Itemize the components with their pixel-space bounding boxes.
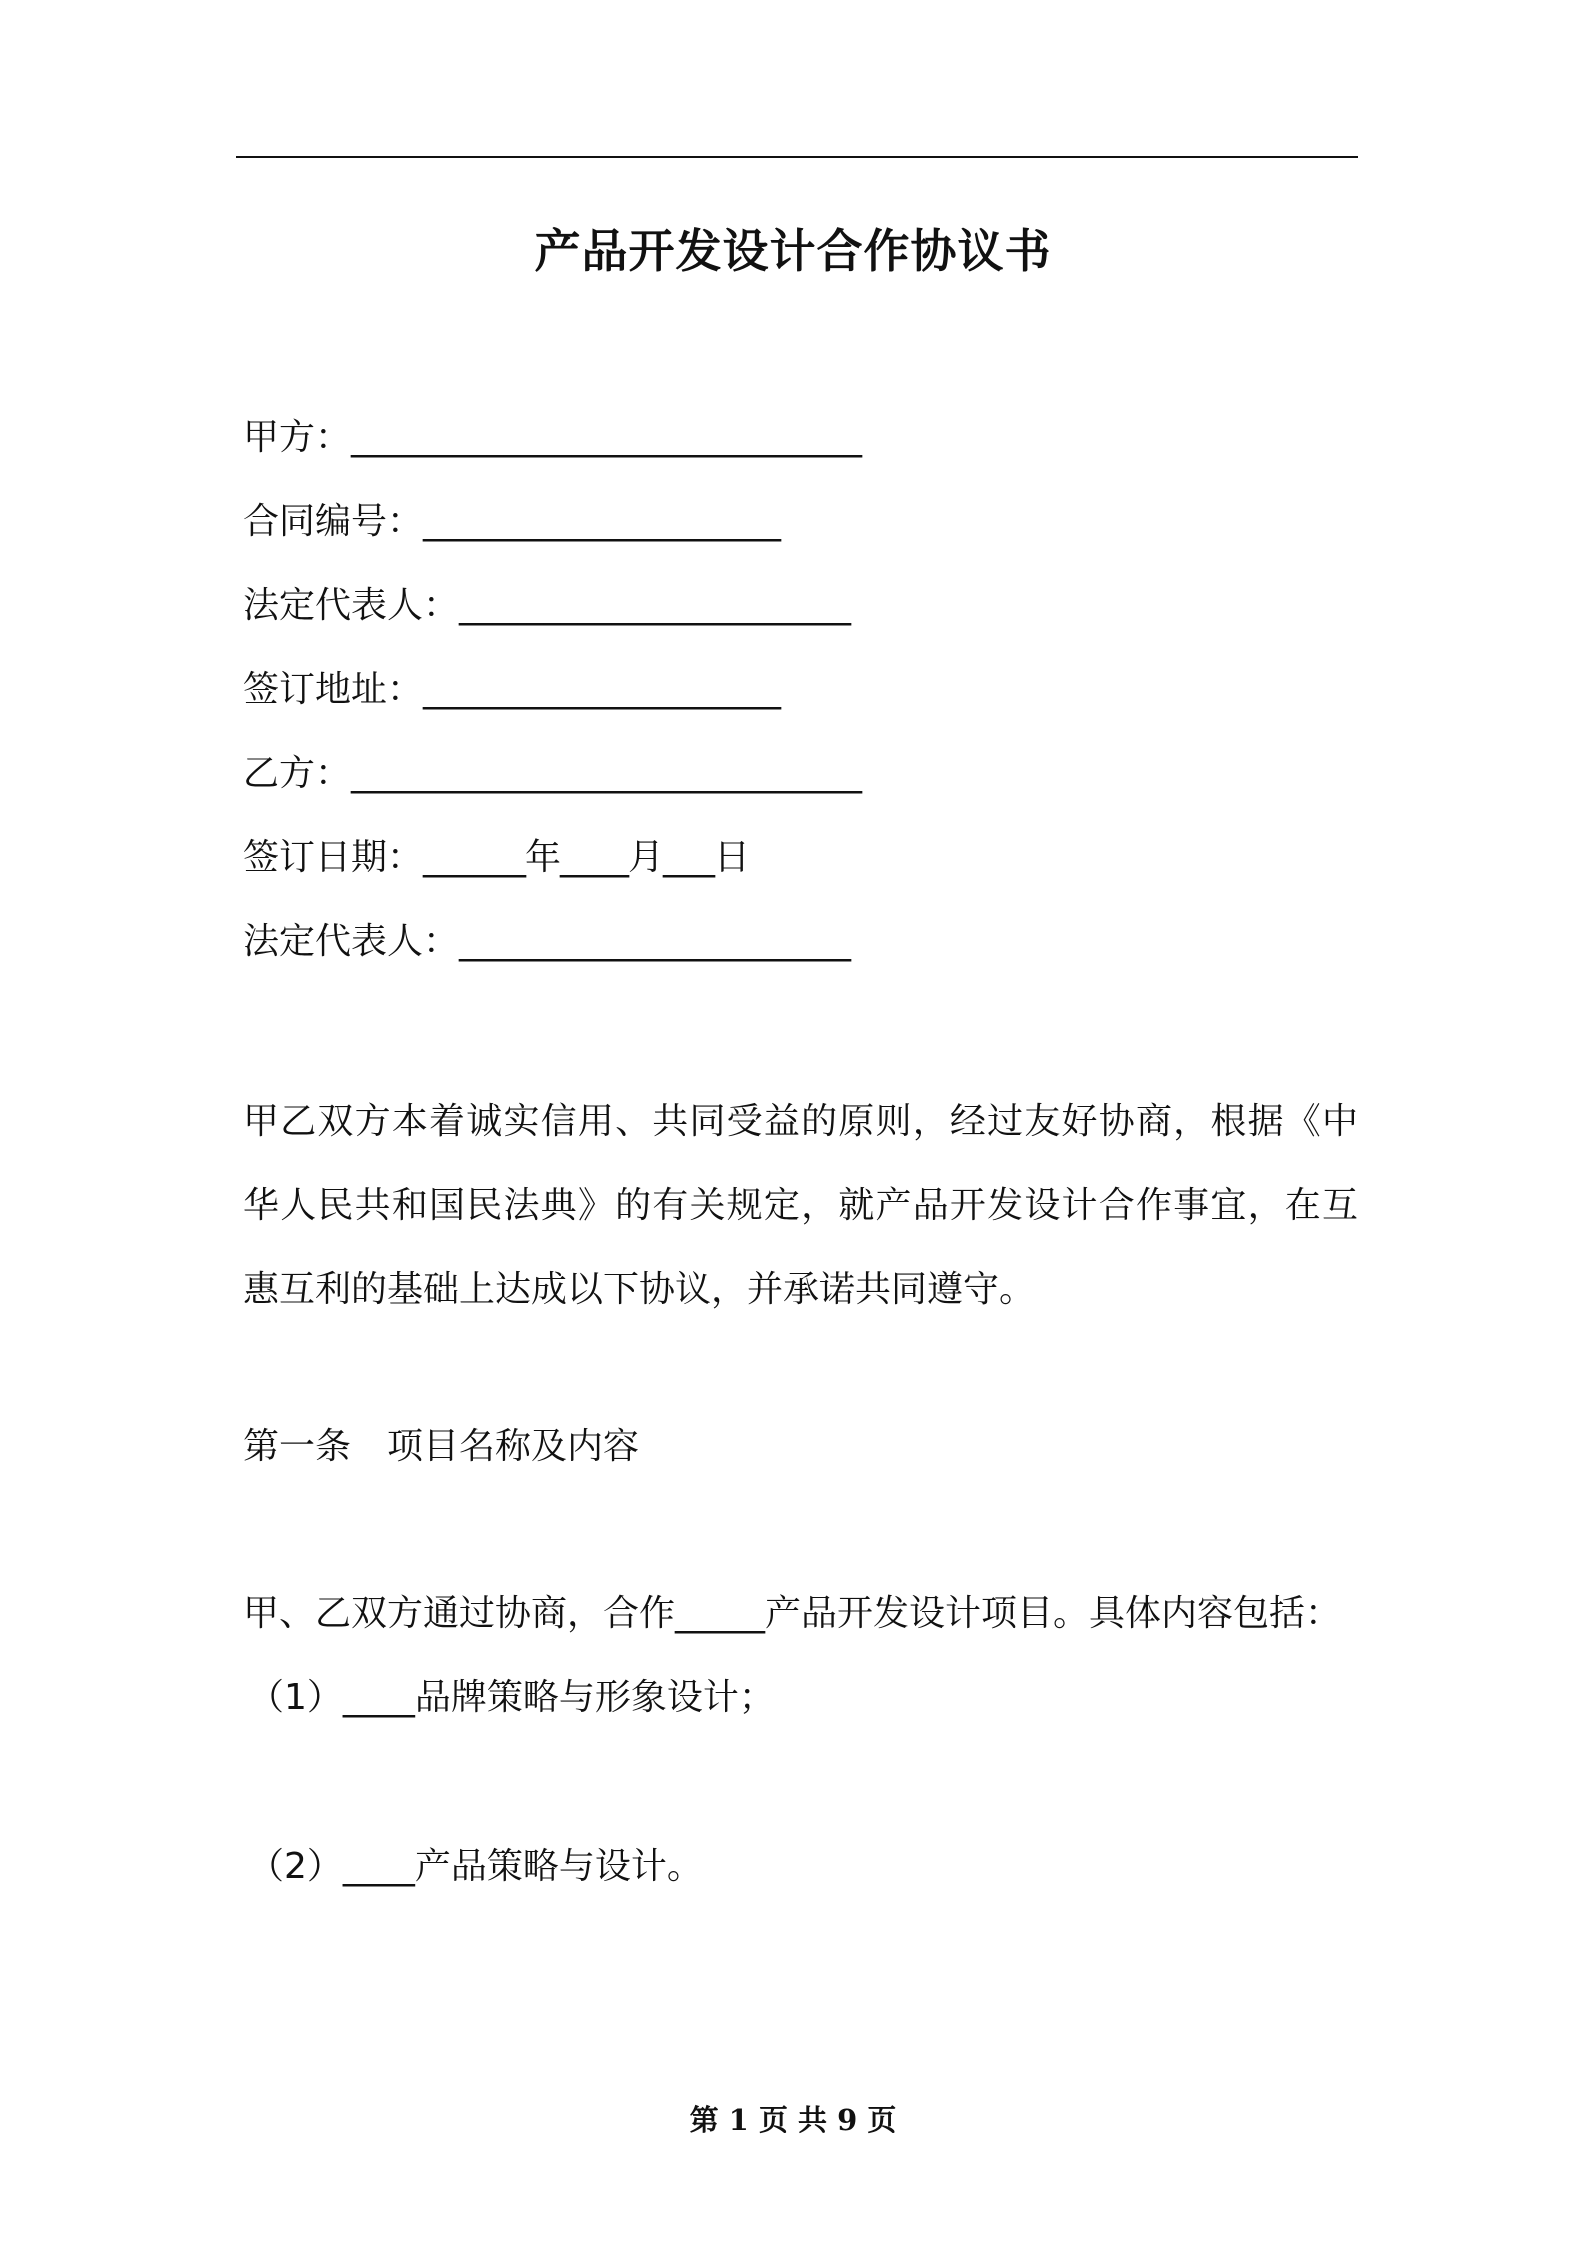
- field-blank: _____________________: [423, 669, 781, 710]
- article-1-text: 甲、乙双方通过协商，合作_____产品开发设计项目。具体内容包括：: [243, 1593, 1342, 1634]
- field-legal-representative-a: [243, 582, 850, 630]
- field-label: 法定代表人：: [243, 585, 460, 626]
- field-label: 甲方：: [243, 417, 352, 458]
- field-blank: ______年____月___日: [423, 837, 750, 878]
- field-blank: _____________________: [423, 501, 781, 542]
- field-party-a: [243, 414, 861, 462]
- field-signing-address: [243, 666, 780, 714]
- list-item: （2）____产品策略与设计。: [248, 1846, 703, 1887]
- field-signing-date: [243, 834, 749, 882]
- field-contract-number: [243, 498, 780, 546]
- document-title: 产品开发设计合作协议书: [534, 224, 1052, 278]
- field-blank: _______________________: [459, 921, 851, 962]
- field-blank: ______________________________: [351, 417, 862, 458]
- field-blank: _______________________: [459, 585, 851, 626]
- page-footer: 第 1 页 共 9 页: [689, 2103, 897, 2137]
- field-blank: ______________________________: [351, 753, 862, 794]
- field-label: 合同编号：: [243, 501, 424, 542]
- field-legal-representative-b: [243, 918, 850, 966]
- field-label: 法定代表人：: [243, 921, 460, 962]
- field-party-b: [243, 750, 861, 798]
- list-item: （1）____品牌策略与形象设计；: [248, 1677, 775, 1718]
- header-rule: [236, 156, 1358, 158]
- field-label: 签订日期：: [243, 837, 424, 878]
- field-label: 乙方：: [243, 753, 352, 794]
- article-1-heading: 第一条 项目名称及内容: [243, 1426, 640, 1467]
- field-label: 签订地址：: [243, 669, 424, 710]
- intro-paragraph: 甲乙双方本着诚实信用、共同受益的原则，经过友好协商，根据《中华人民共和国民法典》的有关规定，就产品开发设计合作事宜，在互惠互利的基础上达成以下协议，并承诺共同遵守。: [243, 1101, 1358, 1310]
